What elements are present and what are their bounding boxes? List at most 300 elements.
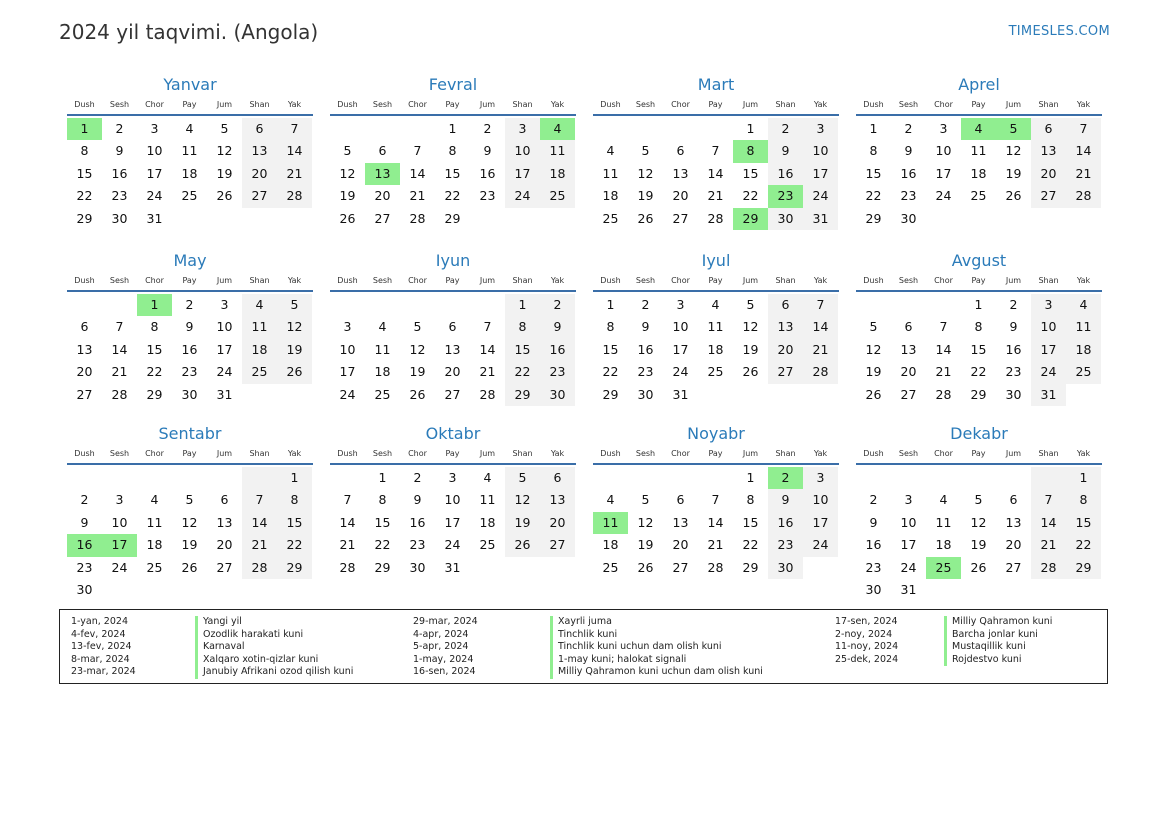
- day-cell-empty: [330, 467, 365, 489]
- day-cell: 23: [479, 188, 496, 204]
- weekday-label: Sesh: [372, 100, 393, 109]
- day-cell: 30: [409, 559, 426, 575]
- weekday-label: Pay: [182, 100, 197, 109]
- day-cell-empty: [1066, 208, 1101, 230]
- day-cell: 26: [216, 188, 233, 204]
- day-grid: [593, 118, 838, 230]
- day-cell: 17: [1031, 339, 1066, 361]
- day-cell: 4: [711, 297, 720, 312]
- weekday-header: [856, 447, 1102, 465]
- day-cell: 2: [115, 121, 124, 136]
- day-cell: 18: [540, 163, 575, 185]
- day-cell-empty: [435, 294, 470, 316]
- day-cell: 23: [768, 185, 803, 207]
- day-cell: 6: [676, 143, 685, 159]
- day-cell: 30: [768, 208, 803, 230]
- day-cell: 5: [505, 467, 540, 489]
- day-cell: 3: [115, 492, 124, 508]
- weekday-label: Jum: [479, 100, 496, 109]
- day-cell: 5: [641, 143, 650, 159]
- day-cell: 20: [900, 364, 917, 380]
- day-cell: 17: [444, 514, 461, 530]
- day-cell: 5: [220, 121, 229, 136]
- day-cell: 31: [444, 559, 461, 575]
- day-cell-empty: [242, 384, 277, 406]
- day-cell: 3: [803, 118, 838, 140]
- holiday-name: Karnaval: [203, 641, 245, 653]
- holiday-date: 23-mar, 2024: [71, 666, 136, 678]
- weekday-label: Sesh: [635, 276, 656, 285]
- holiday-name: Mustaqillik kuni: [952, 641, 1026, 653]
- day-cell-empty: [137, 467, 172, 489]
- day-cell: 27: [1005, 559, 1022, 575]
- day-cell: 19: [409, 364, 426, 380]
- day-cell-empty: [172, 467, 207, 489]
- day-cell-empty: [803, 384, 838, 406]
- weekday-label: Shan: [775, 100, 796, 109]
- day-cell: 18: [602, 537, 619, 553]
- holiday-list: [59, 609, 1108, 684]
- site-link[interactable]: TIMESLES.COM: [1008, 24, 1110, 39]
- day-cell-empty: [996, 579, 1031, 601]
- weekday-label: Pay: [971, 100, 986, 109]
- holiday-date: 4-fev, 2024: [71, 628, 126, 640]
- day-cell: 13: [242, 140, 277, 162]
- day-cell: 28: [1031, 557, 1066, 579]
- day-cell: 29: [76, 210, 93, 226]
- day-cell: 22: [742, 537, 759, 553]
- day-cell: 19: [277, 339, 312, 361]
- day-cell: 27: [1031, 185, 1066, 207]
- day-cell: 20: [1031, 163, 1066, 185]
- day-cell: 2: [540, 294, 575, 316]
- day-cell: 31: [1031, 384, 1066, 406]
- weekday-header: [330, 447, 576, 465]
- day-cell-empty: [207, 208, 242, 230]
- weekday-label: Shan: [1038, 276, 1059, 285]
- day-cell: 23: [540, 361, 575, 383]
- weekday-label: Shan: [249, 449, 270, 458]
- day-cell: 29: [865, 210, 882, 226]
- day-cell: 26: [277, 361, 312, 383]
- month-title: Sentabr: [158, 424, 222, 443]
- day-cell-empty: [400, 118, 435, 140]
- weekday-header: [67, 98, 313, 116]
- day-cell: 20: [242, 163, 277, 185]
- day-cell: 7: [711, 492, 720, 508]
- day-grid: [330, 467, 575, 579]
- day-cell-empty: [1066, 579, 1101, 601]
- holiday-date: 5-apr, 2024: [413, 641, 469, 653]
- weekday-label: Dush: [600, 449, 621, 458]
- day-cell: 9: [185, 319, 194, 335]
- day-cell: 9: [115, 143, 124, 159]
- day-cell: 20: [1005, 537, 1022, 553]
- day-cell: 19: [637, 537, 654, 553]
- day-cell: 21: [1031, 534, 1066, 556]
- day-cell: 22: [146, 364, 163, 380]
- day-cell-empty: [628, 118, 663, 140]
- day-cell: 10: [505, 140, 540, 162]
- day-cell-empty: [961, 579, 996, 601]
- day-cell: 21: [707, 188, 724, 204]
- day-cell: 27: [672, 559, 689, 575]
- weekday-header: [330, 274, 576, 292]
- day-cell: 2: [869, 492, 878, 508]
- day-cell: 10: [339, 341, 356, 357]
- day-cell: 23: [111, 188, 128, 204]
- month-title: Dekabr: [950, 424, 1008, 443]
- weekday-label: Chor: [934, 449, 953, 458]
- day-cell: 5: [869, 319, 878, 335]
- weekday-label: Dush: [337, 276, 358, 285]
- day-cell: 17: [900, 537, 917, 553]
- day-cell: 21: [803, 339, 838, 361]
- day-cell: 8: [869, 143, 878, 159]
- day-cell: 5: [277, 294, 312, 316]
- weekday-label: Pay: [182, 449, 197, 458]
- day-cell-empty: [540, 208, 575, 230]
- day-cell: 18: [1066, 339, 1101, 361]
- day-cell: 16: [409, 514, 426, 530]
- day-cell: 30: [111, 210, 128, 226]
- day-cell: 12: [277, 316, 312, 338]
- day-cell: 28: [935, 386, 952, 402]
- day-cell: 22: [742, 188, 759, 204]
- day-cell: 10: [935, 143, 952, 159]
- day-cell-empty: [330, 294, 365, 316]
- day-cell: 17: [803, 512, 838, 534]
- day-cell: 10: [900, 514, 917, 530]
- day-cell: 30: [540, 384, 575, 406]
- holiday-name: Rojdestvo kuni: [952, 653, 1022, 665]
- day-cell: 12: [505, 489, 540, 511]
- day-cell-empty: [330, 118, 365, 140]
- day-cell: 21: [111, 364, 128, 380]
- weekday-header: [856, 98, 1102, 116]
- day-cell-empty: [961, 467, 996, 489]
- day-cell: 13: [540, 489, 575, 511]
- day-cell: 2: [904, 121, 913, 136]
- day-cell: 21: [707, 537, 724, 553]
- day-cell: 3: [1031, 294, 1066, 316]
- holiday-name: Barcha jonlar kuni: [952, 628, 1038, 640]
- weekday-label: Shan: [1038, 449, 1059, 458]
- day-cell: 18: [935, 537, 952, 553]
- weekday-label: Yak: [287, 100, 302, 109]
- weekday-label: Jum: [742, 100, 759, 109]
- month-title: Iyun: [435, 251, 471, 270]
- weekday-label: Jum: [742, 449, 759, 458]
- day-cell-empty: [277, 384, 312, 406]
- weekday-label: Dush: [337, 449, 358, 458]
- day-cell: 4: [939, 492, 948, 508]
- day-grid: [330, 118, 575, 230]
- day-cell: 16: [637, 341, 654, 357]
- day-cell: 29: [505, 384, 540, 406]
- day-cell: 31: [803, 208, 838, 230]
- holiday-names-col-1: [195, 616, 353, 679]
- day-cell-empty: [67, 467, 102, 489]
- day-cell: 26: [1005, 188, 1022, 204]
- day-cell: 29: [742, 559, 759, 575]
- day-cell: 24: [803, 185, 838, 207]
- day-cell: 24: [672, 364, 689, 380]
- day-cell-empty: [593, 118, 628, 140]
- day-cell: 23: [768, 534, 803, 556]
- weekday-label: Chor: [671, 276, 690, 285]
- day-cell-empty: [102, 467, 137, 489]
- day-cell-empty: [926, 579, 961, 601]
- day-cell: 11: [540, 140, 575, 162]
- day-cell: 7: [115, 319, 124, 335]
- day-cell-empty: [628, 467, 663, 489]
- month-aprel: [856, 74, 1102, 244]
- day-cell: 31: [900, 581, 917, 597]
- day-cell: 21: [479, 364, 496, 380]
- day-cell: 12: [970, 514, 987, 530]
- weekday-label: Pay: [971, 276, 986, 285]
- holiday-dates-col-2: [413, 616, 478, 679]
- day-cell: 7: [1066, 118, 1101, 140]
- day-cell: 8: [150, 319, 159, 335]
- day-cell: 30: [76, 581, 93, 597]
- day-cell: 9: [869, 514, 878, 530]
- day-cell: 28: [707, 559, 724, 575]
- day-cell: 20: [374, 188, 391, 204]
- day-cell: 11: [479, 492, 496, 508]
- weekday-label: Chor: [145, 449, 164, 458]
- day-cell: 2: [768, 118, 803, 140]
- weekday-label: Chor: [671, 100, 690, 109]
- day-cell: 15: [277, 512, 312, 534]
- weekday-label: Yak: [550, 100, 565, 109]
- day-cell: 2: [80, 492, 89, 508]
- day-cell: 11: [242, 316, 277, 338]
- day-cell-empty: [698, 118, 733, 140]
- weekday-label: Chor: [408, 100, 427, 109]
- month-title: May: [173, 251, 207, 270]
- day-cell: 16: [111, 165, 128, 181]
- day-cell: 4: [540, 118, 575, 140]
- day-cell: 7: [711, 143, 720, 159]
- day-cell-empty: [242, 208, 277, 230]
- day-cell: 22: [76, 188, 93, 204]
- weekday-label: Yak: [813, 100, 828, 109]
- day-cell: 20: [216, 537, 233, 553]
- day-cell: 22: [277, 534, 312, 556]
- day-cell: 23: [1005, 364, 1022, 380]
- weekday-label: Jum: [742, 276, 759, 285]
- day-cell-empty: [593, 467, 628, 489]
- day-cell: 25: [181, 188, 198, 204]
- day-cell: 7: [413, 143, 422, 159]
- day-cell: 26: [865, 386, 882, 402]
- day-cell: 6: [80, 319, 89, 335]
- weekday-label: Yak: [813, 449, 828, 458]
- day-cell: 6: [220, 492, 229, 508]
- holiday-date: 17-sen, 2024: [835, 616, 898, 627]
- day-cell: 25: [970, 188, 987, 204]
- day-cell: 25: [374, 386, 391, 402]
- holiday-date: 1-may, 2024: [413, 653, 474, 665]
- day-cell: 3: [676, 297, 685, 312]
- day-cell: 30: [637, 386, 654, 402]
- holiday-name: Tinchlik kuni: [558, 628, 618, 640]
- month-title: Fevral: [428, 75, 478, 94]
- day-cell: 25: [707, 364, 724, 380]
- day-cell: 9: [540, 316, 575, 338]
- day-cell: 2: [768, 467, 803, 489]
- month-sentabr: [67, 423, 313, 597]
- day-cell: 17: [505, 163, 540, 185]
- day-cell: 27: [76, 386, 93, 402]
- day-cell: 11: [181, 143, 198, 159]
- day-cell: 27: [444, 386, 461, 402]
- day-cell: 19: [742, 341, 759, 357]
- day-cell: 20: [768, 339, 803, 361]
- day-cell: 27: [540, 534, 575, 556]
- day-cell: 18: [146, 537, 163, 553]
- day-cell: 9: [904, 143, 913, 159]
- day-cell: 15: [1066, 512, 1101, 534]
- weekday-label: Pay: [445, 449, 460, 458]
- day-cell: 12: [181, 514, 198, 530]
- day-cell: 28: [111, 386, 128, 402]
- day-cell: 10: [444, 492, 461, 508]
- day-cell: 7: [242, 489, 277, 511]
- weekday-label: Pay: [445, 276, 460, 285]
- day-cell: 24: [1031, 361, 1066, 383]
- day-cell: 7: [1031, 489, 1066, 511]
- weekday-label: Chor: [671, 449, 690, 458]
- day-cell: 8: [277, 489, 312, 511]
- day-cell: 28: [277, 185, 312, 207]
- day-cell: 9: [641, 319, 650, 335]
- day-cell: 8: [378, 492, 387, 508]
- day-cell-empty: [277, 208, 312, 230]
- day-cell: 26: [505, 534, 540, 556]
- weekday-label: Pay: [445, 100, 460, 109]
- day-cell-empty: [277, 579, 312, 601]
- weekday-label: Yak: [287, 449, 302, 458]
- day-cell: 24: [505, 185, 540, 207]
- holiday-name: 1-may kuni; halokat signali: [558, 653, 687, 665]
- day-cell: 9: [80, 514, 89, 530]
- day-cell: 9: [483, 143, 492, 159]
- day-cell: 21: [409, 188, 426, 204]
- weekday-label: Pay: [708, 276, 723, 285]
- weekday-header: [330, 98, 576, 116]
- day-cell: 25: [926, 557, 961, 579]
- day-cell-empty: [698, 467, 733, 489]
- day-cell: 4: [185, 121, 194, 136]
- weekday-header: [593, 274, 839, 292]
- weekday-label: Jum: [216, 100, 233, 109]
- weekday-label: Jum: [1005, 100, 1022, 109]
- day-cell-empty: [996, 208, 1031, 230]
- day-cell: 14: [277, 140, 312, 162]
- day-cell: 4: [606, 492, 615, 508]
- day-cell: 14: [803, 316, 838, 338]
- month-iyun: [330, 250, 576, 420]
- day-cell-empty: [926, 208, 961, 230]
- holiday-name: Xayrli juma: [558, 616, 612, 627]
- month-yanvar: [67, 74, 313, 244]
- day-cell: 27: [900, 386, 917, 402]
- day-cell: 30: [1005, 386, 1022, 402]
- day-cell: 29: [970, 386, 987, 402]
- day-cell: 12: [216, 143, 233, 159]
- day-cell: 6: [378, 143, 387, 159]
- day-cell: 1: [974, 297, 983, 312]
- day-cell: 12: [339, 165, 356, 181]
- month-avgust: [856, 250, 1102, 420]
- day-cell: 8: [746, 492, 755, 508]
- weekday-label: Chor: [408, 449, 427, 458]
- day-cell: 17: [935, 165, 952, 181]
- weekday-label: Sesh: [898, 276, 919, 285]
- weekday-label: Pay: [971, 449, 986, 458]
- day-cell-empty: [67, 294, 102, 316]
- day-cell: 1: [746, 470, 755, 485]
- day-cell: 3: [939, 121, 948, 136]
- weekday-label: Shan: [775, 449, 796, 458]
- weekday-label: Jum: [216, 449, 233, 458]
- day-cell: 17: [146, 165, 163, 181]
- day-cell: 16: [900, 165, 917, 181]
- day-cell-empty: [856, 294, 891, 316]
- weekday-label: Shan: [249, 100, 270, 109]
- day-cell: 13: [76, 341, 93, 357]
- day-cell: 8: [448, 143, 457, 159]
- holiday-date: 8-mar, 2024: [71, 653, 130, 665]
- weekday-label: Dush: [863, 276, 884, 285]
- day-cell: 14: [339, 514, 356, 530]
- day-cell: 12: [409, 341, 426, 357]
- weekday-label: Chor: [934, 100, 953, 109]
- day-cell: 14: [707, 165, 724, 181]
- day-grid: [856, 118, 1101, 230]
- day-cell: 13: [672, 514, 689, 530]
- day-cell: 25: [479, 537, 496, 553]
- day-grid: [67, 118, 312, 230]
- day-cell: 21: [277, 163, 312, 185]
- holiday-date: 2-noy, 2024: [835, 628, 893, 640]
- day-cell-empty: [768, 384, 803, 406]
- month-title: Mart: [697, 75, 735, 94]
- weekday-label: Jum: [479, 276, 496, 285]
- day-cell: 25: [242, 361, 277, 383]
- day-cell: 22: [865, 188, 882, 204]
- day-cell: 22: [374, 537, 391, 553]
- day-cell: 24: [216, 364, 233, 380]
- day-cell: 13: [365, 163, 400, 185]
- day-cell-empty: [961, 208, 996, 230]
- day-cell: 7: [803, 294, 838, 316]
- day-cell: 26: [181, 559, 198, 575]
- day-cell: 19: [505, 512, 540, 534]
- day-cell: 3: [150, 121, 159, 136]
- day-cell: 21: [339, 537, 356, 553]
- month-dekabr: [856, 423, 1102, 597]
- day-cell: 1: [448, 121, 457, 136]
- day-cell: 3: [505, 118, 540, 140]
- day-cell: 30: [768, 557, 803, 579]
- day-cell: 15: [865, 165, 882, 181]
- month-title: Yanvar: [163, 75, 217, 94]
- day-cell: 11: [602, 165, 619, 181]
